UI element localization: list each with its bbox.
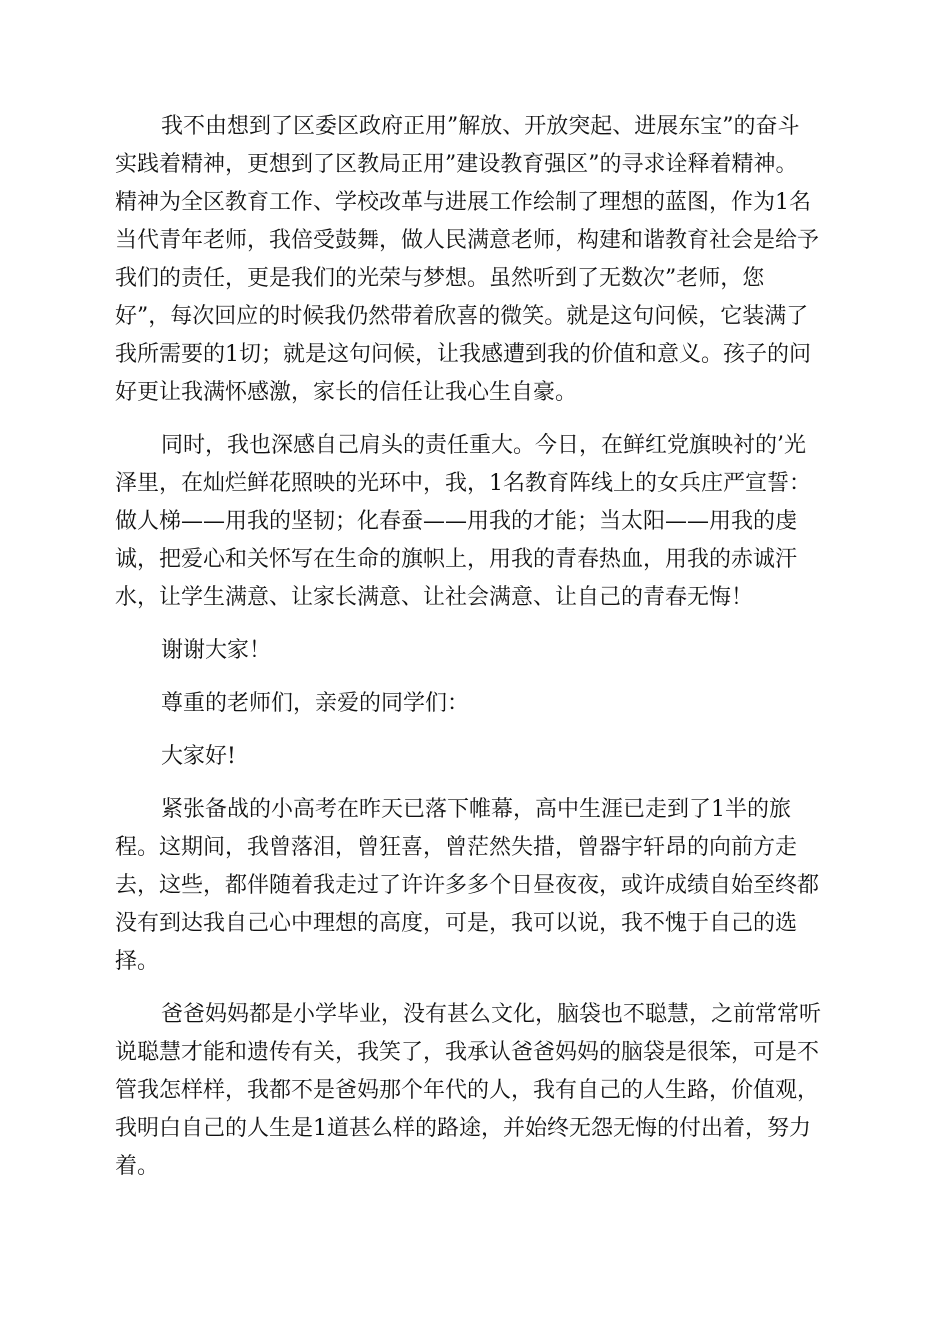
text-line: 好”，每次回应的时候我仍然带着欣喜的微笑。就是这句问候，它装满了 [115, 304, 809, 329]
text-line: 着。 [115, 1154, 160, 1179]
greeting-line: 大家好! [161, 744, 236, 769]
text-line: 管我怎样样，我都不是爸妈那个年代的人，我有自己的人生路，价值观， [115, 1078, 820, 1103]
text-line: 水，让学生满意、让家长满意、让社会满意、让自己的青春无悔！ [115, 585, 754, 610]
text-line: 没有到达我自己心中理想的高度，可是，我可以说，我不愧于自己的选 [115, 911, 798, 936]
text-line: 精神为全区教育工作、学校改革与进展工作绘制了理想的蓝图，作为1名 [115, 190, 811, 215]
closing-line: 谢谢大家！ [161, 638, 272, 663]
text-line: 我不由想到了区委区政府正用”解放、开放突起、进展东宝”的奋斗 [161, 114, 800, 139]
text-line: 择。 [115, 949, 160, 974]
text-line: 我所需要的1切；就是这句问候，让我感遭到我的价值和意义。孩子的问 [115, 342, 811, 367]
text-line: 泽里，在灿烂鲜花照映的光环中，我，1名教育阵线上的女兵庄严宣誓： [115, 471, 811, 496]
paragraph-2 [115, 427, 835, 617]
paragraph-3 [115, 791, 835, 981]
text-line: 爸爸妈妈都是小学毕业，没有甚么文化，脑袋也不聪慧，之前常常听 [161, 1002, 822, 1027]
text-line: 好更让我满怀感激，家长的信任让我心生自豪。 [115, 380, 578, 405]
text-line: 我们的责任，更是我们的光荣与梦想。虽然听到了无数次”老师，您 [115, 266, 765, 291]
document-page [115, 108, 835, 1201]
text-line: 程。这期间，我曾落泪，曾狂喜，曾茫然失措，曾器宇轩昂的向前方走 [115, 835, 798, 860]
text-line: 我明白自己的人生是1道甚么样的路途，并始终无怨无悔的付出着，努力 [115, 1116, 811, 1141]
text-line: 诚，把爱心和关怀写在生命的旗帜上，用我的青春热血，用我的赤诚汗 [115, 547, 798, 572]
text-line: 做人梯——用我的坚韧；化春蚕——用我的才能；当太阳——用我的虔 [115, 509, 798, 534]
salutation-line: 尊重的老师们，亲爱的同学们： [161, 691, 470, 716]
text-line: 去，这些，都伴随着我走过了许许多多个日昼夜夜，或许成绩自始至终都 [115, 873, 820, 898]
paragraph-4 [115, 996, 835, 1186]
text-line: 紧张备战的小高考在昨天已落下帷幕，高中生涯已走到了1半的旅 [161, 797, 791, 822]
paragraph-1 [115, 108, 835, 412]
text-line: 说聪慧才能和遗传有关，我笑了，我承认爸爸妈妈的脑袋是很笨，可是不 [115, 1040, 820, 1065]
text-line: 当代青年老师，我倍受鼓舞，做人民满意老师，构建和谐教育社会是给予 [115, 228, 820, 253]
text-line: 同时，我也深感自己肩头的责任重大。今日，在鲜红党旗映衬的’光 [161, 433, 806, 458]
text-line: 实践着精神，更想到了区教局正用”建设教育强区”的寻求诠释着精神。 [115, 152, 798, 177]
